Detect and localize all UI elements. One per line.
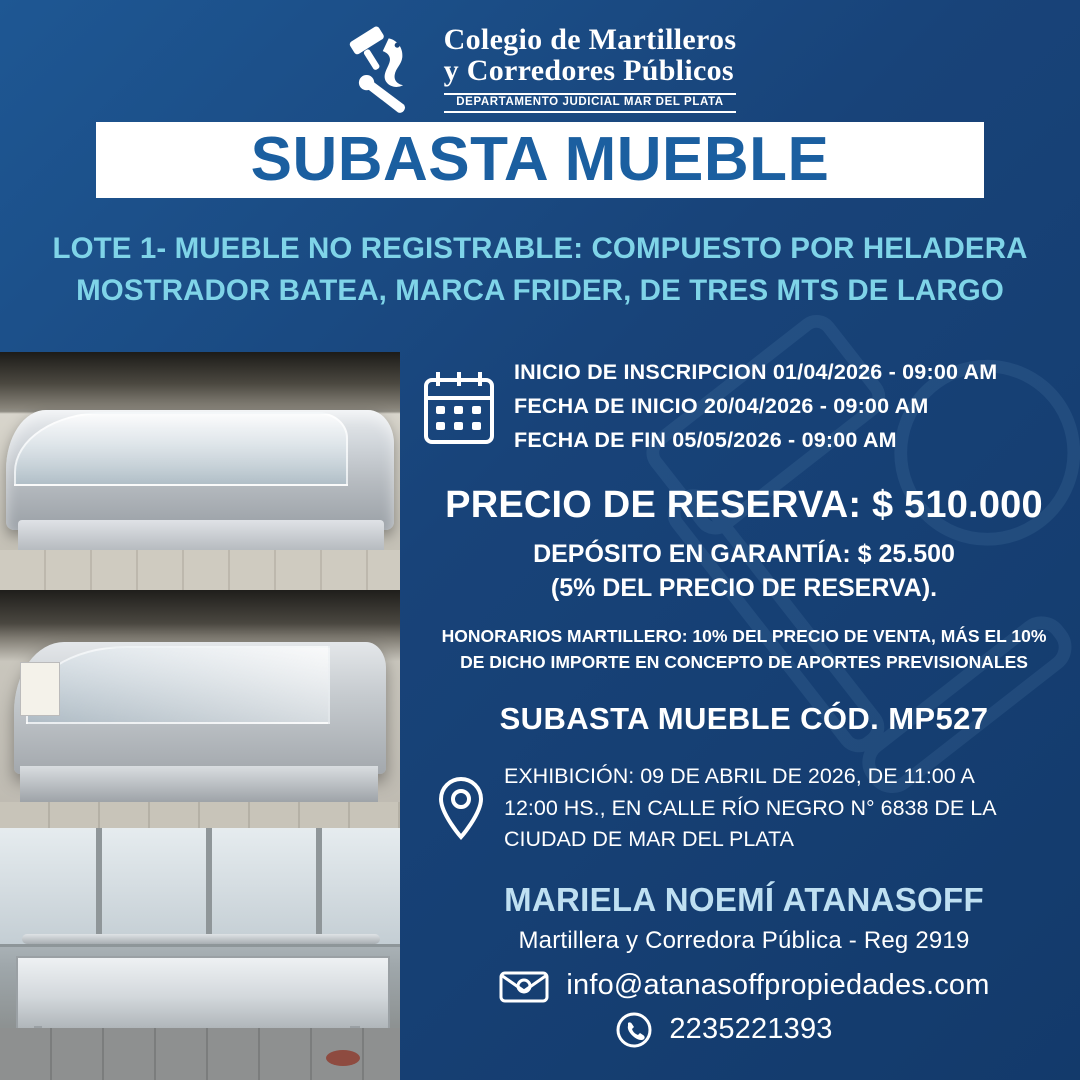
dates-block — [408, 356, 1080, 458]
phone-row[interactable] — [408, 1011, 1080, 1049]
email-address[interactable]: info@atanasoffpropiedades.com — [566, 969, 990, 1002]
exhibition-line-2: 12:00 HS., EN CALLE RÍO NEGRO N° 6838 DE LA — [504, 795, 997, 820]
calendar-icon — [422, 368, 496, 446]
lot-code: SUBASTA MUEBLE CÓD. MP527 — [499, 701, 989, 737]
lot-description-line-1: LOTE 1- MUEBLE NO REGISTRABLE: COMPUESTO POR HELADERA — [52, 232, 1028, 265]
deposit-block — [408, 537, 1080, 605]
exhibition-block — [408, 761, 1080, 855]
lot-description — [30, 228, 1050, 312]
email-icon — [498, 967, 550, 1005]
org-name — [444, 25, 737, 113]
dates-lines — [514, 356, 997, 458]
location-pin-icon — [434, 775, 488, 841]
agent-name: MARIELA NOEMÍ ATANASOFF — [504, 880, 984, 918]
agent-role: Martillera y Corredora Pública - Reg 2919 — [518, 926, 970, 954]
gavel-seahorse-logo-icon — [344, 23, 430, 115]
auction-end-date: FECHA DE FIN 05/05/2026 - 09:00 AM — [514, 427, 897, 452]
page-title: SUBASTA MUEBLE — [250, 125, 830, 194]
fees-line-2: DE DICHO IMPORTE EN CONCEPTO DE APORTES PREVISIONALES — [460, 652, 1028, 673]
fees-block — [408, 623, 1080, 676]
reserve-price: PRECIO DE RESERVA: $ 510.000 — [445, 483, 1043, 526]
auction-details — [408, 356, 1080, 1049]
poster-header — [0, 14, 1080, 124]
exhibition-line-1: EXHIBICIÓN: 09 DE ABRIL DE 2026, DE 11:00 A — [504, 764, 975, 789]
exhibition-line-3: CIUDAD DE MAR DEL PLATA — [504, 826, 794, 851]
title-band — [96, 122, 984, 198]
auction-start-date: FECHA DE INICIO 20/04/2026 - 09:00 AM — [514, 393, 929, 418]
photo-gallery — [0, 352, 400, 1080]
org-line-2: y Corredores Públicos — [443, 54, 734, 88]
phone-icon — [615, 1011, 653, 1049]
phone-number[interactable]: 2235221393 — [669, 1013, 833, 1046]
exhibition-text — [504, 761, 997, 855]
email-row[interactable] — [408, 967, 1080, 1005]
org-line-1: Colegio de Martilleros — [443, 23, 737, 57]
registration-start-date: INICIO DE INSCRIPCION 01/04/2026 - 09:00 AM — [514, 360, 998, 384]
lot-photo-1 — [0, 352, 400, 590]
lot-photo-2 — [0, 590, 400, 828]
lot-photo-3 — [0, 828, 400, 1080]
org-department: DEPARTAMENTO JUDICIAL MAR DEL PLATA — [444, 93, 737, 113]
deposit-percent: (5% DEL PRECIO DE RESERVA). — [550, 573, 938, 602]
deposit-amount: DEPÓSITO EN GARANTÍA: $ 25.500 — [533, 539, 955, 568]
fees-line-1: HONORARIOS MARTILLERO: 10% DEL PRECIO DE VENTA, MÁS EL 10% — [441, 625, 1047, 646]
lot-description-line-2: MOSTRADOR BATEA, MARCA FRIDER, DE TRES MTS DE LARGO — [76, 273, 1004, 307]
